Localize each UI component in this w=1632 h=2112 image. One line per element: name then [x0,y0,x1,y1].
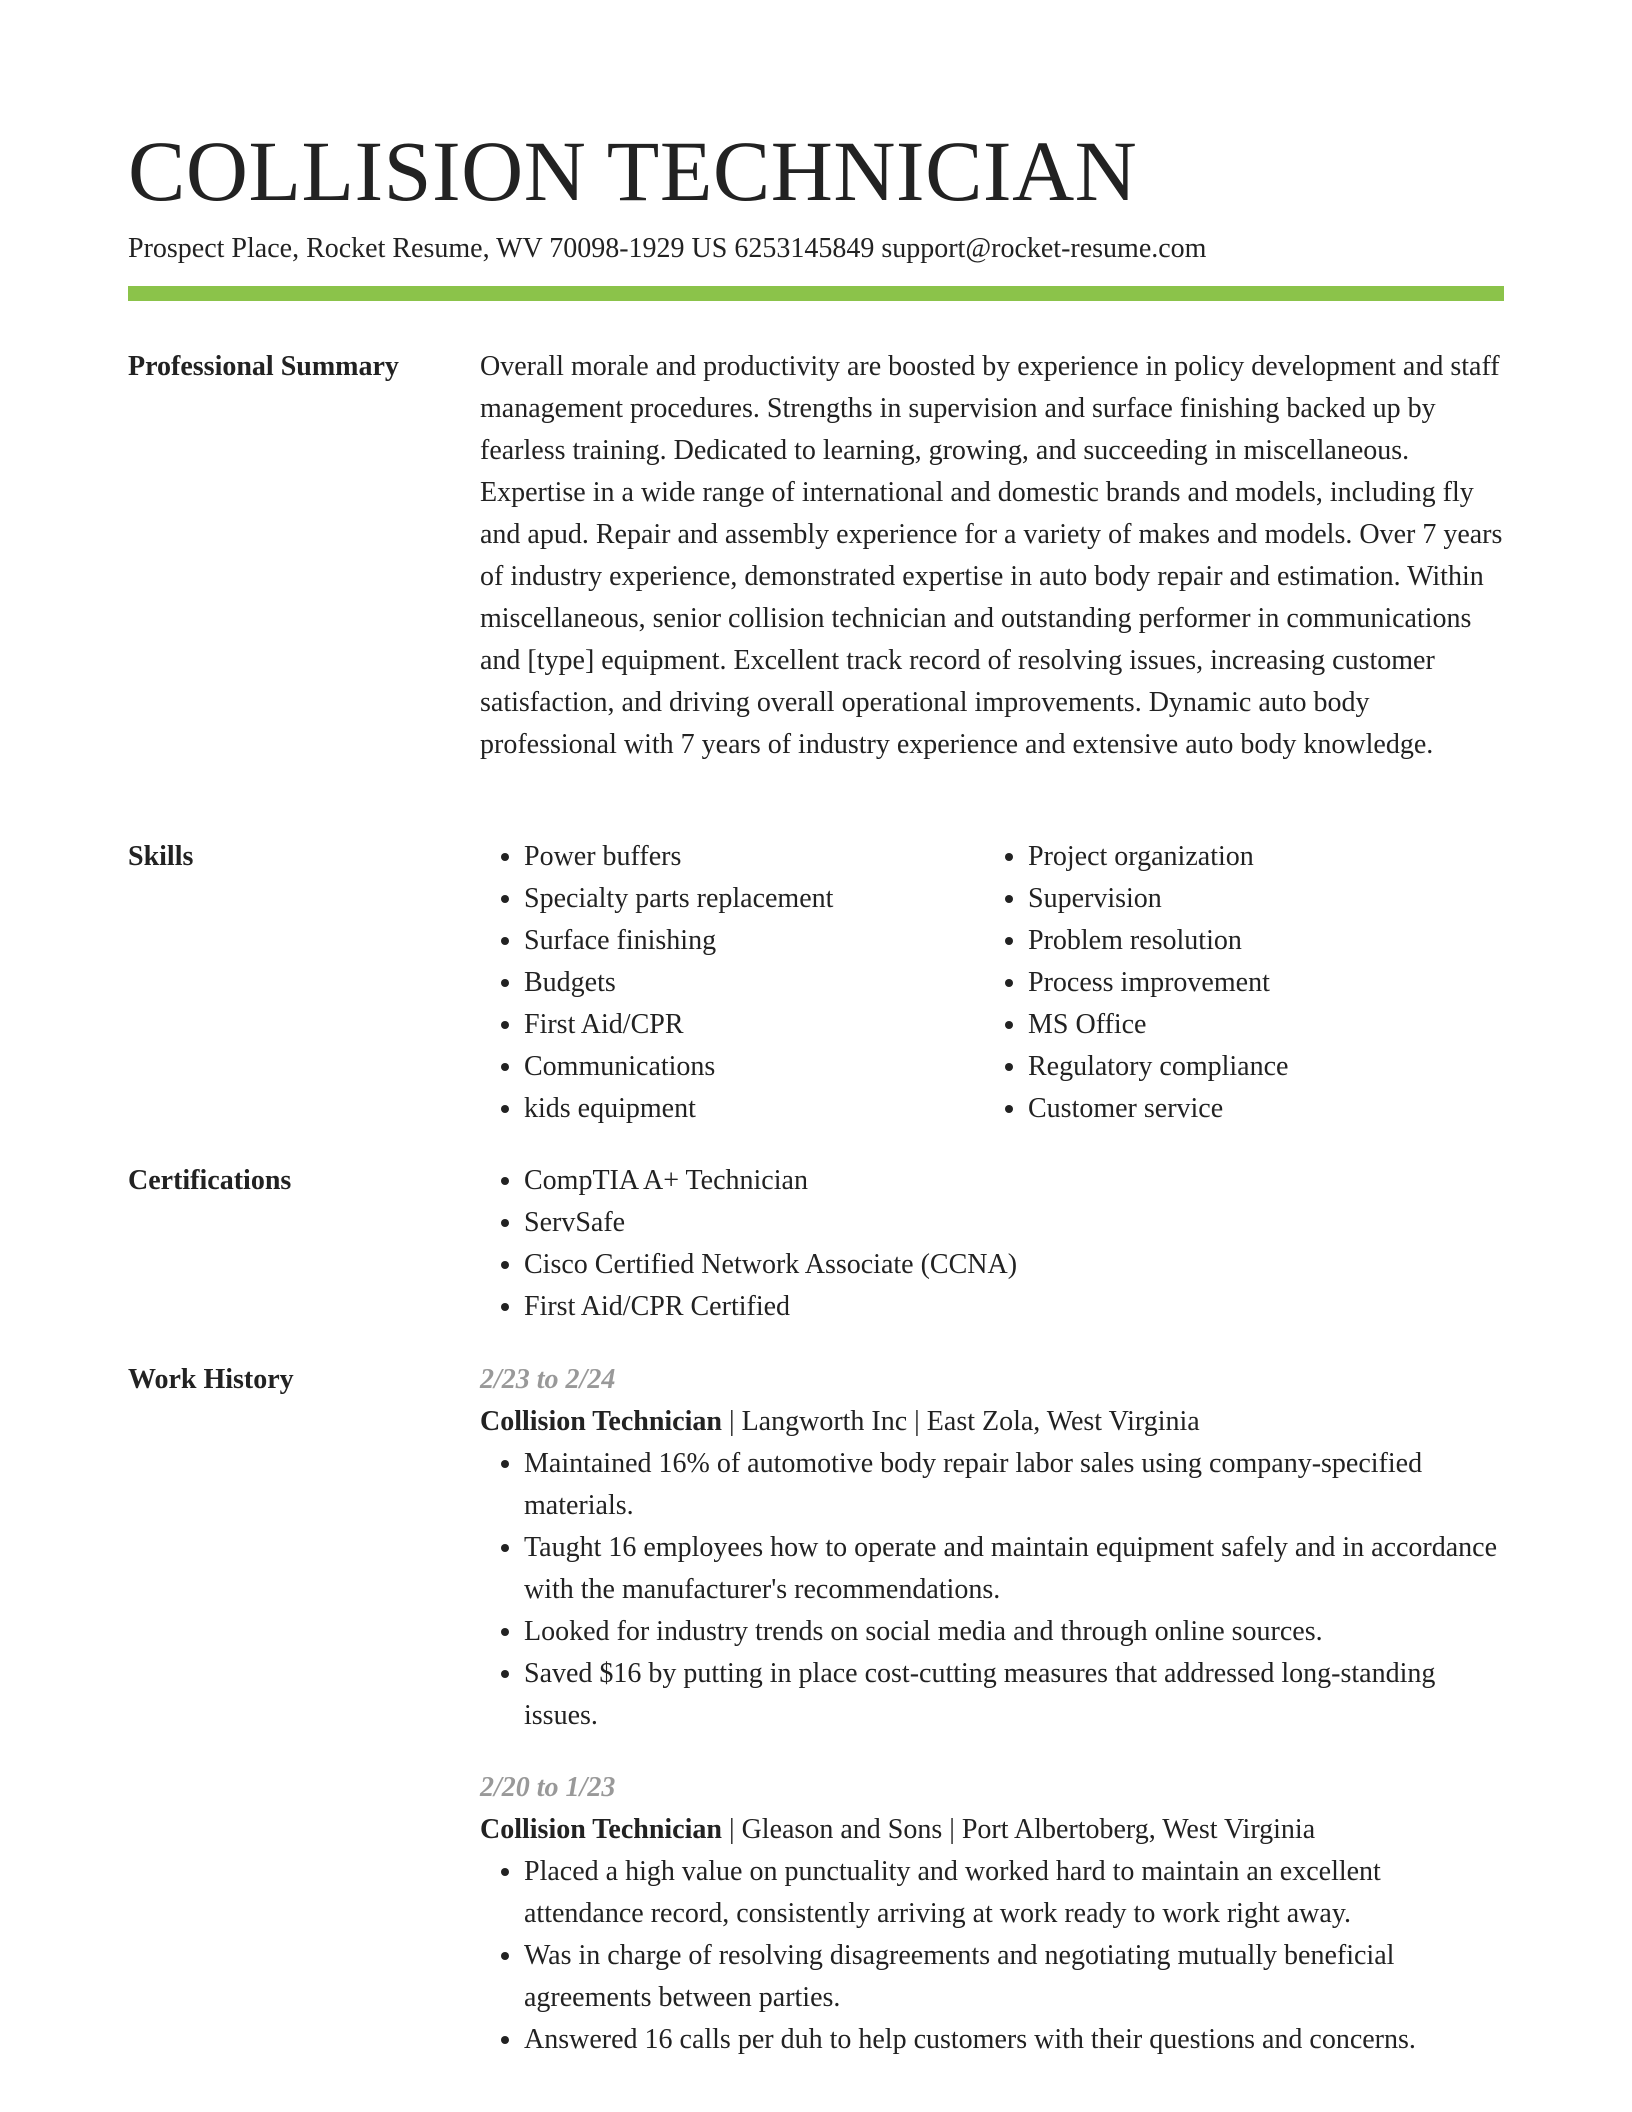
summary-heading: Professional Summary [128,351,399,382]
skills-heading: Skills [128,841,194,872]
certification-item: • First Aid/CPR Certified [524,1286,1504,1328]
job-bullet: • Taught 16 employees how to operate and maintain equipment safely and in accordance with the manufacturer's recommendations. [524,1527,1504,1611]
job-heading-line [480,1809,1504,1851]
certifications-body [480,1160,1504,1328]
job-bullet: • Answered 16 calls per duh to help customers with their questions and concerns. [524,2019,1504,2061]
certification-item: • Cisco Certified Network Associate (CCNA) [524,1244,1504,1286]
job-heading-line [480,1401,1504,1443]
job-dates: 2/20 to 1/23 [480,1772,616,1803]
skills-column-right [984,836,1488,1130]
skills-body [480,836,1504,1130]
skill-item: • First Aid/CPR [524,1004,984,1046]
job-title: Collision Technician [480,1406,722,1437]
job-bullet: • Placed a high value on punctuality and worked hard to maintain an excellent attendance record, consistently arriving at work ready to work right away. [524,1851,1504,1935]
skill-item: • Problem resolution [1028,920,1488,962]
skill-item: • Customer service [1028,1088,1488,1130]
summary-body [480,346,1504,766]
contact-line: Prospect Place, Rocket Resume, WV 70098-1929 US 6253145849 support@rocket-resume.com [128,233,1207,264]
skill-item: • Surface finishing [524,920,984,962]
job-bullets [480,1851,1504,2061]
certifications-heading: Certifications [128,1165,292,1196]
job-bullet: • Was in charge of resolving disagreements and negotiating mutually beneficial agreements between parties. [524,1935,1504,2019]
job-title: Collision Technician [480,1814,722,1845]
job-details: | Langworth Inc | East Zola, West Virginia [721,1406,1200,1437]
job-bullet: • Saved $16 by putting in place cost-cutting measures that addressed long-standing issues. [524,1653,1504,1737]
job-bullets [480,1443,1504,1737]
skill-item: • MS Office [1028,1004,1488,1046]
certifications-list [480,1160,1504,1328]
skills-list-right [984,836,1488,1130]
work-history-body [480,1359,1504,2061]
accent-divider [128,286,1504,301]
certification-item: • ServSafe [524,1202,1504,1244]
resume-name: COLLISION TECHNICIAN [128,123,1138,219]
skill-item: • kids equipment [524,1088,984,1130]
job-dates: 2/23 to 2/24 [480,1364,616,1395]
skill-item: • Budgets [524,962,984,1004]
skills-list-left [480,836,984,1130]
job-details: | Gleason and Sons | Port Albertoberg, West Virginia [721,1814,1316,1845]
skill-item: • Specialty parts replacement [524,878,984,920]
certification-item: • CompTIA A+ Technician [524,1160,1504,1202]
skill-item: • Process improvement [1028,962,1488,1004]
skills-column-left [480,836,984,1130]
skill-item: • Communications [524,1046,984,1088]
skill-item: • Power buffers [524,836,984,878]
job-bullet: • Looked for industry trends on social media and through online sources. [524,1611,1504,1653]
skill-item: • Supervision [1028,878,1488,920]
job-entry [480,1359,1504,1737]
job-bullet: • Maintained 16% of automotive body repair labor sales using company-specified materials. [524,1443,1504,1527]
skill-item: • Project organization [1028,836,1488,878]
job-entry [480,1767,1504,2061]
skill-item: • Regulatory compliance [1028,1046,1488,1088]
work-history-heading: Work History [128,1364,294,1395]
summary-text: Overall morale and productivity are boosted by experience in policy development and staff management procedures. Strengths in supervision and surface finishing backed up by fearless training. Dedicated to learning, growing, and succeeding in miscellaneous. Expertise in a wide range of international and domestic brands and models, including fly and apud. Repair and assembly experience for a variety of makes and models. Over 7 years of industry experience, demonstrated expertise in auto body repair and estimation. Within miscellaneous, senior collision technician and outstanding performer in communications and [type] equipment. Excellent track record of resolving issues, increasing customer satisfaction, and driving overall operational improvements. Dynamic auto body professional with 7 years of industry experience and extensive auto body knowledge. [480,351,1503,760]
